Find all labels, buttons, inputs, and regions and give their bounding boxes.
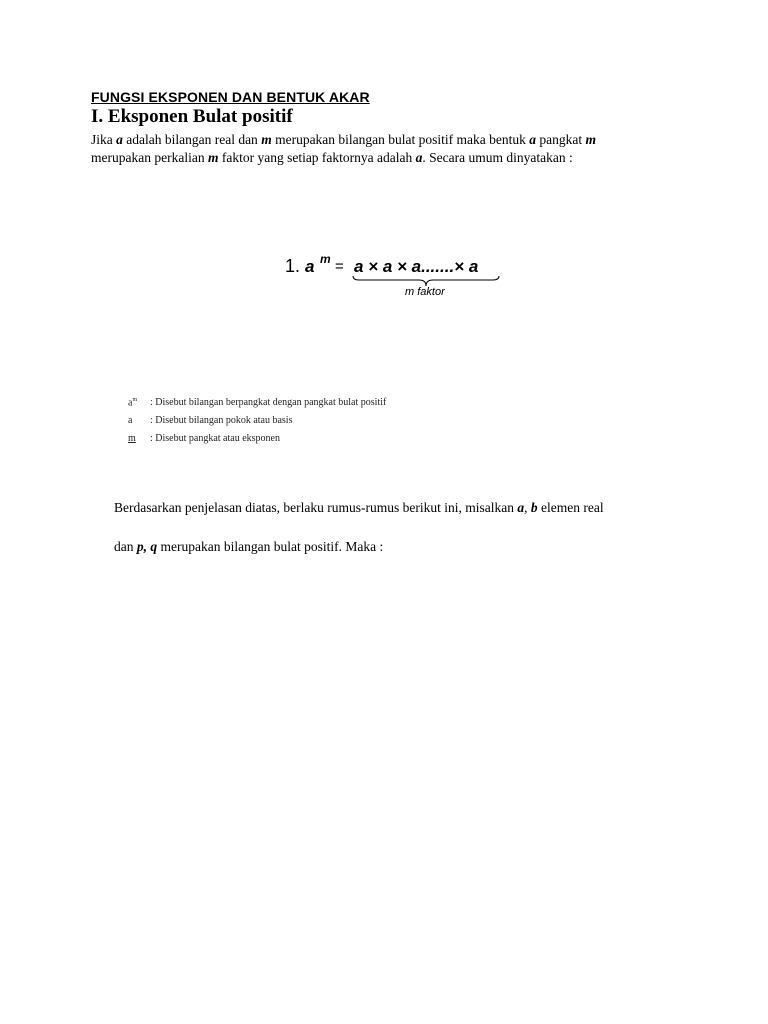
- formula-intro-line-1: Berdasarkan penjelasan diatas, berlaku rumus-rumus berikut ini, misalkan a, b elemen real: [114, 500, 604, 515]
- formula-intro-line-2: dan p, q merupakan bilangan bulat positif. Maka :: [114, 539, 384, 554]
- definition-text: : Disebut pangkat atau eksponen: [150, 433, 280, 444]
- variable-a: a: [116, 132, 123, 147]
- intro-text: merupakan bilangan bulat positif maka bentuk: [271, 132, 530, 147]
- intro-text: . Secara umum dinyatakan :: [422, 150, 573, 165]
- intro-text: Jika: [91, 132, 117, 147]
- formula-product: a × a × a.......× a: [354, 257, 479, 276]
- intro-paragraph: [91, 131, 691, 167]
- definition-symbol: a: [128, 415, 133, 426]
- variable-a: a: [529, 132, 537, 147]
- definition-text: : Disebut bilangan pokok atau basis: [150, 415, 293, 426]
- variable-pq: p, q: [136, 539, 158, 554]
- formula-base: a: [305, 257, 315, 276]
- intro-text: faktor yang setiap faktornya adalah: [218, 150, 416, 165]
- intro-line-1: [91, 131, 691, 149]
- intro-text: adalah bilangan real dan: [122, 132, 262, 147]
- variable-m: m: [585, 132, 597, 147]
- definition-symbol: m: [128, 433, 136, 444]
- exponent-formula: [285, 254, 525, 304]
- intro-text: merupakan perkalian: [91, 150, 208, 165]
- document-title: FUNGSI EKSPONEN DAN BENTUK AKAR: [91, 89, 370, 105]
- variable-a: a: [415, 150, 423, 165]
- variable-a: a: [517, 500, 525, 515]
- underbrace-label: m faktor: [405, 286, 445, 298]
- formula-equals: =: [335, 258, 344, 275]
- section-heading: I. Eksponen Bulat positif: [91, 106, 293, 127]
- variable-m: m: [207, 150, 219, 165]
- definition-text: : Disebut bilangan berpangkat dengan pangkat bulat positif: [150, 397, 387, 408]
- formula-exponent: m: [320, 252, 331, 266]
- variable-m: m: [261, 132, 272, 147]
- intro-text: pangkat: [536, 132, 586, 147]
- definition-symbol: $a^m$: [128, 397, 138, 409]
- variable-b: b: [530, 500, 538, 515]
- formula-number: 1.: [285, 256, 301, 276]
- intro-line-2: [91, 149, 691, 167]
